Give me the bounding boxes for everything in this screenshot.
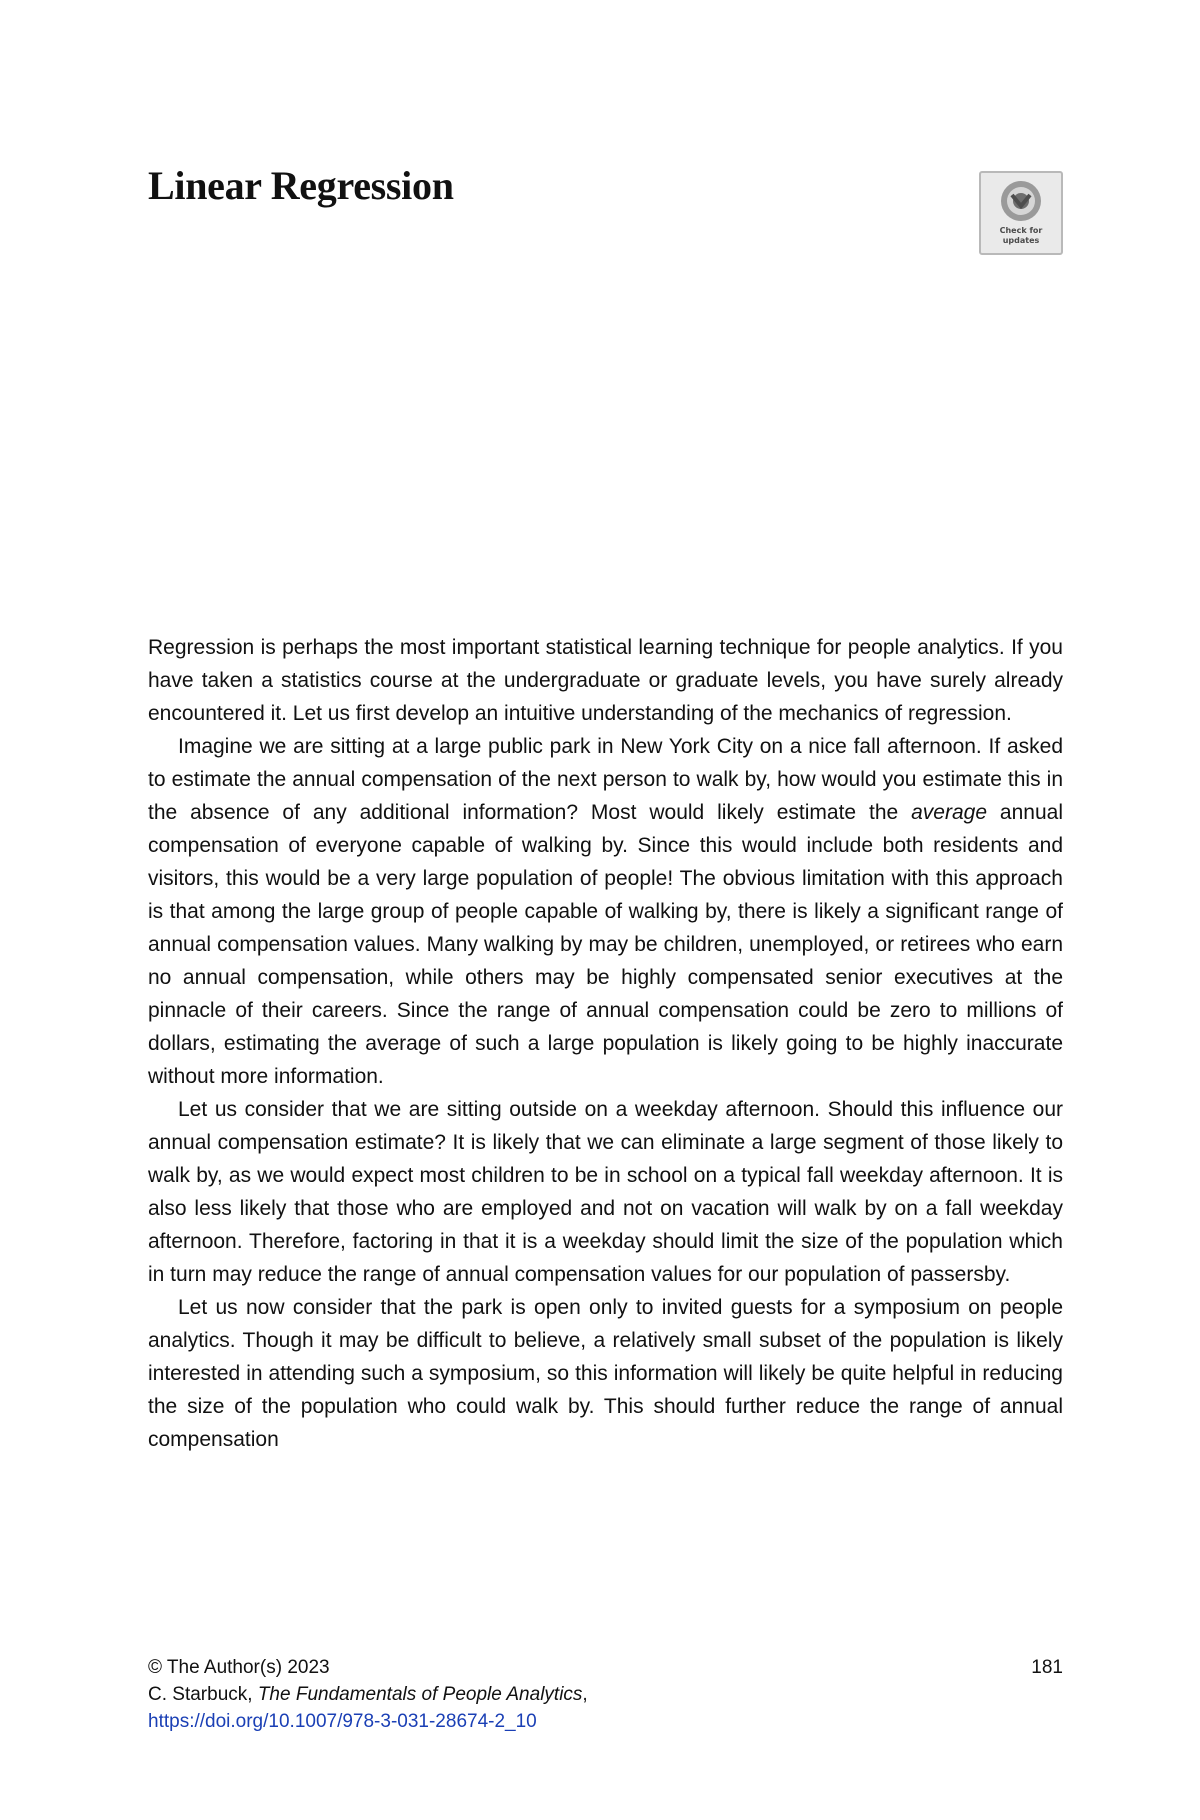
doi-link[interactable]: https://doi.org/10.1007/978-3-031-28674-2_10	[148, 1711, 537, 1732]
copyright-notice: © The Author(s) 2023	[148, 1657, 330, 1678]
citation-book-title: The Fundamentals of People Analytics	[257, 1684, 583, 1705]
check-for-updates-label: Check for updates	[999, 226, 1043, 245]
chapter-body	[148, 631, 1063, 1456]
citation-punctuation: ,	[582, 1684, 588, 1705]
paragraph-2	[148, 730, 1063, 1093]
page-footer	[148, 1654, 1063, 1735]
paragraph-4: Let us now consider that the park is open only to invited guests for a symposium on people analytics. Though it may be difficult to believe, a relatively small subset of the population is likely interested in attending such a symposium, so this information will likely be quite helpful in reducing the size of the population who could walk by. This should further reduce the range of annual compensation	[148, 1296, 1063, 1451]
paragraph-2-end: annual compensation of everyone capable of walking by. Since this would include both residents and visitors, this would be a very large population of people! The obvious limitation with this approach is that among the large group of people capable of walking by, there is likely a significant range of annual compensation values. Many walking by may be children, unemployed, or retirees who earn no annual compensation, while others may be highly compensated senior executives at the pinnacle of their careers. Since the range of annual compensation could be zero to millions of dollars, estimating the average of such a large population is likely going to be highly inaccurate without more information.	[148, 801, 1063, 1088]
chapter-title: Linear Regression	[148, 163, 454, 208]
paragraph-3: Let us consider that we are sitting outside on a weekday afternoon. Should this influence our annual compensation estimate? It is likely that we can eliminate a large segment of those likely to walk by, as we would expect most children to be in school on a typical fall weekday afternoon. It is also less likely that those who are employed and not on vacation will walk by on a fall weekday afternoon. Therefore, factoring in that it is a weekday should limit the size of the population which in turn may reduce the range of annual compensation values for our population of passersby.	[148, 1098, 1063, 1286]
paragraph-1: Regression is perhaps the most important statistical learning technique for people analytics. If you have taken a statistics course at the undergraduate or graduate levels, you have surely already encountered it. Let us first develop an intuitive understanding of the mechanics of regression.	[148, 636, 1063, 725]
check-for-updates-badge[interactable]	[979, 171, 1063, 255]
page-number: 181	[1031, 1657, 1063, 1678]
book-citation	[148, 1681, 1063, 1708]
citation-author: C. Starbuck,	[148, 1684, 258, 1705]
paragraph-2-start: Imagine we are sitting at a large public park in New York City on a nice fall afternoon. If asked to estimate the annual compensation of the next person to walk by, how would you estimate this in the absence of any additional information? Most would likely estimate the	[148, 735, 1063, 824]
paragraph-2-emphasis: average	[911, 801, 988, 824]
